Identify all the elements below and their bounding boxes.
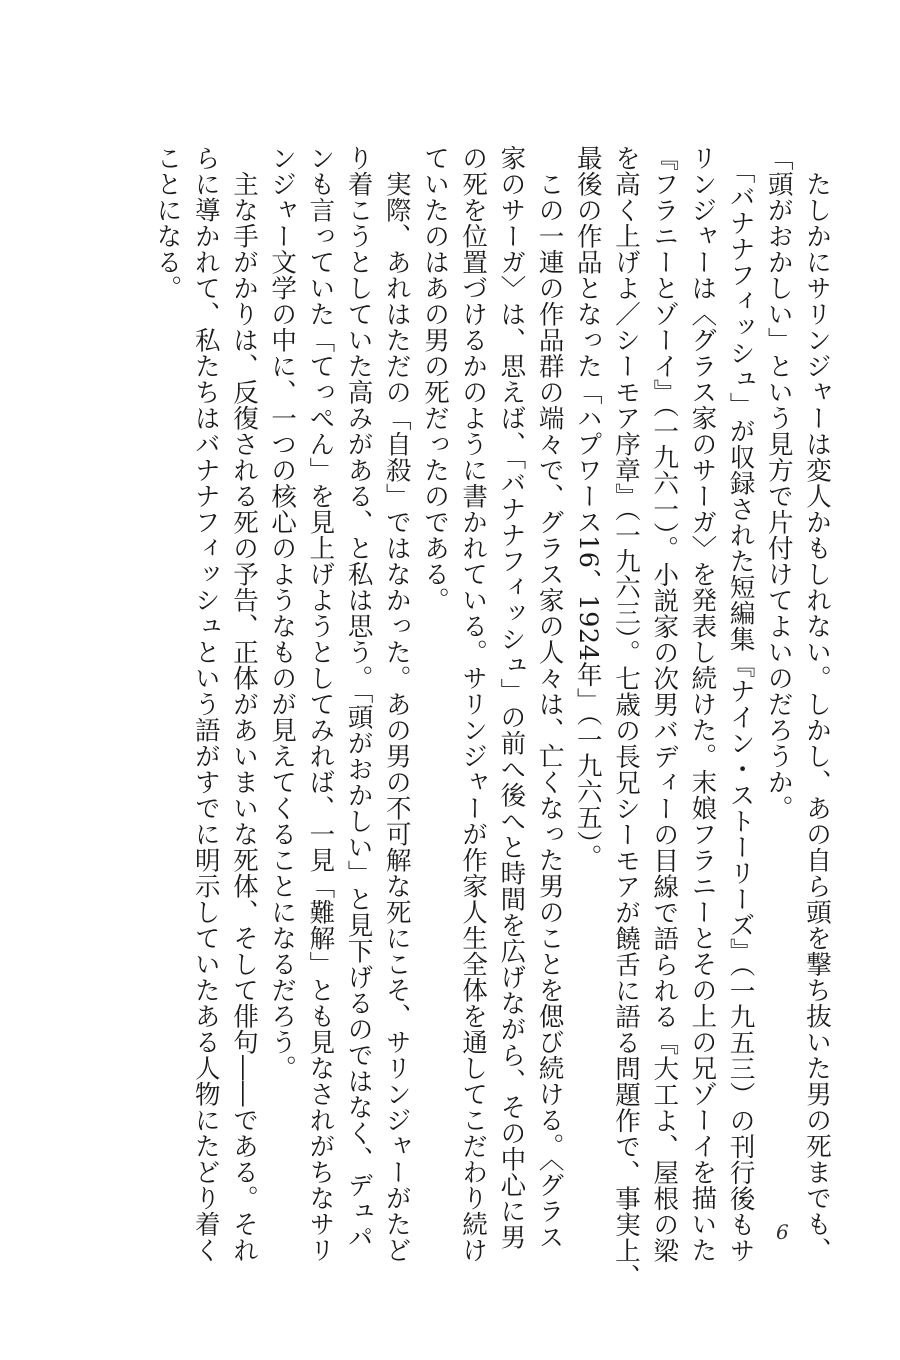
- text-column: たしかにサリンジャーは変人かもしれない。しかし、あの自ら頭を撃ち抜いた男の死までも、: [802, 145, 832, 1263]
- text-column: らに導かれて、私たちはバナナフィッシュという語がすでに明示していたある人物にたどり着く: [190, 145, 221, 1263]
- text-column: 『フラニーとゾーイ』（一九六一）。小説家の次男バディーの目線で語られる『大工よ、屋根の梁: [649, 145, 680, 1264]
- text-column: 主な手がかりは、反復される死の予告、正体があいまいな死体、そして俳句――である。それ: [228, 145, 259, 1263]
- body-text: [148, 145, 836, 1290]
- text-column: の死を位置づけるかのように書かれている。サリンジャーが作家人生全体を通してこだわり続け: [458, 145, 489, 1263]
- text-column: 家のサーガ〉は、思えば、「バナナフィッシュ」の前へ後へと時間を広げながら、その中心に男: [496, 145, 527, 1251]
- text-column: 「頭がおかしい」という見方で片付けてよいのだろうか。: [763, 145, 794, 821]
- text-column: リンジャーは〈グラス家のサーガ〉を発表し続けた。末娘フラニーとその上の兄ゾーイを描いた: [687, 145, 718, 1263]
- text-column: ンも言っていた「てっぺん」を見上げようとしてみれば、一見「難解」とも見なされがちなサリ: [305, 145, 336, 1263]
- text-column: ていたのはあの男の死だったのである。: [419, 145, 450, 613]
- text-column: ンジャー文学の中に、一つの核心のようなものが見えてくることになるだろう。: [267, 145, 298, 1081]
- text-column: 「バナナフィッシュ」が収録された短編集『ナイン・ストーリーズ』（一九五三）の刊行後もサ: [725, 145, 756, 1264]
- text-column: ことになる。: [152, 145, 183, 301]
- text-column: この一連の作品群の端々で、グラス家の人々は、亡くなった男のことを偲び続ける。〈グラス: [534, 145, 565, 1251]
- text-column: を高く上げよ／シーモア序章』（一九六三）。七歳の長兄シーモアが饒舌に語る問題作で、事実上、: [610, 145, 641, 1290]
- text-column: 実際、あれはただの「自殺」ではなかった。あの男の不可解な死にこそ、サリンジャーがたど: [381, 145, 412, 1263]
- text-column: 最後の作品となった「ハプワース16、1924年」（一九六五）。: [572, 145, 603, 870]
- text-column: り着こうとしていた高みがある、と私は思う。「頭がおかしい」と見下げるのではなく、デュパ: [343, 145, 374, 1251]
- page-number: 6: [776, 1220, 789, 1244]
